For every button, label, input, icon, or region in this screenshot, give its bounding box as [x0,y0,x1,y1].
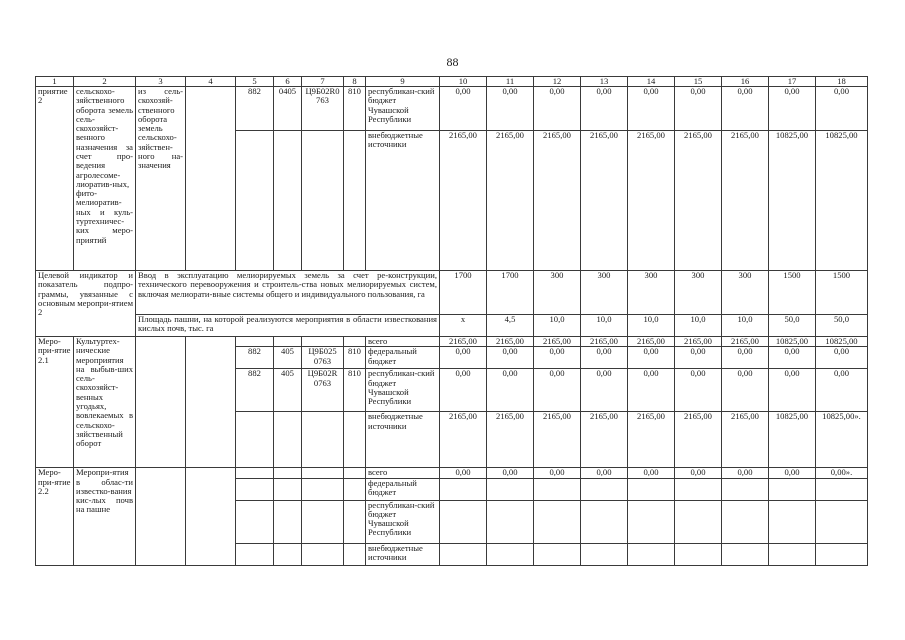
value-cell [628,543,675,565]
value-cell: 0,00 [581,87,628,131]
value-cell: 0,00 [722,347,769,369]
col-number: 1 [36,77,74,87]
objective-cell: из сель-скохозяй-ственного оборота земель сельскохо-зяйствен-ного на-значения [136,87,186,271]
vr-cell [344,412,366,468]
value-cell [628,478,675,500]
value-cell: 2165,00 [675,337,722,347]
value-cell [816,500,868,543]
value-cell [487,500,534,543]
vr-cell [344,131,366,271]
value-cell [487,478,534,500]
value-cell: 2165,00 [487,337,534,347]
value-cell: 10,0 [534,315,581,337]
grbs-cell: 882 [236,347,274,369]
value-cell: 2165,00 [722,337,769,347]
funding-source-cell: федеральный бюджет [366,347,440,369]
event-name-cell: Меро-при-ятие 2.2 [36,468,74,565]
grbs-cell: 882 [236,369,274,412]
value-cell [440,543,487,565]
value-cell: 2165,00 [722,131,769,271]
vr-cell [344,478,366,500]
value-cell: 0,00 [675,87,722,131]
col-number: 8 [344,77,366,87]
value-cell: 0,00 [534,468,581,478]
value-cell [769,478,816,500]
event-description-cell: Культуртех-нические мероприятия на выбыв-ших сель-скохозяйст-венных угодьях, вовлекаемых в сельскохо-зяйственный оборот [74,337,136,468]
value-cell: 0,00 [534,369,581,412]
value-cell [440,478,487,500]
csr-cell: Ц9Б025 0763 [302,347,344,369]
grbs-cell [236,337,274,347]
col-number: 11 [487,77,534,87]
value-cell [581,543,628,565]
value-cell: 0,00 [769,369,816,412]
value-cell [816,543,868,565]
value-cell: 0,00 [581,369,628,412]
grbs-cell [236,543,274,565]
value-cell: 0,00 [628,87,675,131]
rzpr-cell [274,543,302,565]
col-number: 4 [186,77,236,87]
value-cell: 1700 [440,271,487,315]
value-cell: 2165,00 [581,131,628,271]
value-cell: 0,00 [675,369,722,412]
empty-cell [186,337,236,468]
rzpr-cell [274,337,302,347]
rzpr-cell [274,468,302,478]
value-cell: 10825,00». [816,412,868,468]
rzpr-cell [274,478,302,500]
col-number: 5 [236,77,274,87]
vr-cell [344,468,366,478]
value-cell: 1500 [816,271,868,315]
csr-cell [302,131,344,271]
funding-source-cell: республикан-ский бюджет Чувашской Республики [366,369,440,412]
rzpr-cell: 0405 [274,87,302,131]
value-cell: 2165,00 [628,412,675,468]
value-cell: 2165,00 [581,412,628,468]
value-cell: 0,00 [722,369,769,412]
value-cell [675,543,722,565]
grbs-cell [236,500,274,543]
value-cell: 300 [534,271,581,315]
value-cell: 0,00 [722,87,769,131]
vr-cell: 810 [344,369,366,412]
csr-cell [302,468,344,478]
value-cell: 0,00 [581,468,628,478]
value-cell [675,500,722,543]
value-cell [581,500,628,543]
objective-cell [136,337,186,468]
grbs-cell [236,412,274,468]
budget-table [35,76,868,566]
value-cell [769,500,816,543]
vr-cell [344,500,366,543]
col-number: 3 [136,77,186,87]
col-number: 13 [581,77,628,87]
col-number: 15 [675,77,722,87]
funding-source-cell: федеральный бюджет [366,478,440,500]
table-row [36,337,868,347]
value-cell: 0,00 [769,87,816,131]
value-cell: 300 [581,271,628,315]
event-description-cell: сельскохо-зяйственного оборота земель сель-скохозяйст-венного назначения за счет про-ведения агролесоме-лиоратив-ных, фито-мелиоратив-ных и куль-туртехничес-ких меро-приятий [74,87,136,271]
rzpr-cell [274,131,302,271]
col-number: 10 [440,77,487,87]
col-number: 14 [628,77,675,87]
value-cell: 0,00 [440,347,487,369]
value-cell: 0,00 [487,468,534,478]
indicator-text-cell: Ввод в эксплуатацию мелиорируемых земель за счет ре-конструкции, технического перевооружения и строитель-ства новых мелиорируемых систем, включая мелиорати-вные системы общего и индивидуального пользования, га [136,271,440,315]
grbs-cell: 882 [236,87,274,131]
objective-cell [136,468,186,565]
value-cell: 0,00 [534,347,581,369]
value-cell: 2165,00 [675,131,722,271]
value-cell: 2165,00 [722,412,769,468]
value-cell: 0,00 [675,347,722,369]
value-cell: 10825,00 [769,337,816,347]
value-cell: 0,00 [628,347,675,369]
grbs-cell [236,468,274,478]
csr-cell [302,337,344,347]
value-cell: 300 [628,271,675,315]
value-cell [534,500,581,543]
funding-source-cell: внебюджетные источники [366,412,440,468]
value-cell: 10825,00 [769,412,816,468]
table-row [36,87,868,131]
value-cell: 4,5 [487,315,534,337]
csr-cell: Ц9Б02R 0763 [302,369,344,412]
value-cell: 0,00». [816,468,868,478]
table-row [36,468,868,478]
csr-cell [302,412,344,468]
col-number: 2 [74,77,136,87]
col-number: 17 [769,77,816,87]
csr-cell: Ц9Б02R0763 [302,87,344,131]
value-cell [581,478,628,500]
value-cell: 10,0 [722,315,769,337]
value-cell: 0,00 [722,468,769,478]
value-cell [675,478,722,500]
col-number: 18 [816,77,868,87]
value-cell: 2165,00 [534,131,581,271]
value-cell: 1700 [487,271,534,315]
vr-cell [344,337,366,347]
rzpr-cell [274,412,302,468]
rzpr-cell: 405 [274,347,302,369]
value-cell: 0,00 [628,369,675,412]
value-cell: 0,00 [487,369,534,412]
value-cell [534,478,581,500]
value-cell: 2165,00 [534,337,581,347]
value-cell [816,478,868,500]
value-cell: 0,00 [440,468,487,478]
value-cell: 10825,00 [769,131,816,271]
empty-cell [186,87,236,271]
value-cell: 1500 [769,271,816,315]
vr-cell [344,543,366,565]
funding-source-cell: всего [366,337,440,347]
funding-source-cell: внебюджетные источники [366,543,440,565]
value-cell: 2165,00 [534,412,581,468]
value-cell: 0,00 [769,468,816,478]
value-cell: 0,00 [816,87,868,131]
value-cell: х [440,315,487,337]
value-cell: 0,00 [581,347,628,369]
event-description-cell: Меропри-ятия в облас-ти известко-вания кис-лых почв на пашне [74,468,136,565]
rzpr-cell: 405 [274,369,302,412]
grbs-cell [236,478,274,500]
funding-source-cell: всего [366,468,440,478]
csr-cell [302,543,344,565]
value-cell: 10,0 [675,315,722,337]
value-cell: 0,00 [487,347,534,369]
csr-cell [302,478,344,500]
empty-cell [186,468,236,565]
value-cell: 10825,00 [816,337,868,347]
csr-cell [302,500,344,543]
col-number: 6 [274,77,302,87]
value-cell: 2165,00 [487,412,534,468]
value-cell [769,543,816,565]
value-cell [487,543,534,565]
value-cell: 2165,00 [440,412,487,468]
value-cell: 2165,00 [581,337,628,347]
value-cell [722,500,769,543]
event-name-cell: приятие 2 [36,87,74,271]
value-cell: 50,0 [816,315,868,337]
col-number: 16 [722,77,769,87]
value-cell: 2165,00 [675,412,722,468]
value-cell: 300 [722,271,769,315]
indicator-text-cell: Площадь пашни, на которой реализуются мероприятия в области известкования кислых почв, тыс. га [136,315,440,337]
funding-source-cell: внебюджетные источники [366,131,440,271]
value-cell: 10,0 [628,315,675,337]
value-cell: 0,00 [769,347,816,369]
value-cell: 0,00 [440,87,487,131]
funding-source-cell: республикан-ский бюджет Чувашской Республики [366,87,440,131]
col-number: 9 [366,77,440,87]
vr-cell: 810 [344,87,366,131]
value-cell [722,478,769,500]
funding-source-cell: республикан-ский бюджет Чувашской Республики [366,500,440,543]
value-cell: 2165,00 [628,337,675,347]
col-number: 12 [534,77,581,87]
value-cell: 2165,00 [628,131,675,271]
value-cell: 2165,00 [487,131,534,271]
value-cell: 0,00 [675,468,722,478]
value-cell: 0,00 [487,87,534,131]
value-cell: 0,00 [816,369,868,412]
value-cell: 10,0 [581,315,628,337]
value-cell: 0,00 [816,347,868,369]
value-cell: 0,00 [534,87,581,131]
value-cell: 300 [675,271,722,315]
value-cell: 2165,00 [440,337,487,347]
vr-cell: 810 [344,347,366,369]
table-row [36,271,868,315]
value-cell: 0,00 [628,468,675,478]
page-number: 88 [446,55,459,69]
event-name-cell: Меро-при-ятие 2.1 [36,337,74,468]
header-row [36,77,868,87]
value-cell [440,500,487,543]
table-row [36,315,868,337]
value-cell: 2165,00 [440,131,487,271]
rzpr-cell [274,500,302,543]
value-cell [628,500,675,543]
value-cell [722,543,769,565]
col-number: 7 [302,77,344,87]
grbs-cell [236,131,274,271]
value-cell [534,543,581,565]
value-cell: 0,00 [440,369,487,412]
indicator-label-cell: Целевой индикатор и показатель подпро-граммы, увязанные с основным меропри-ятием 2 [36,271,136,337]
value-cell: 10825,00 [816,131,868,271]
value-cell: 50,0 [769,315,816,337]
